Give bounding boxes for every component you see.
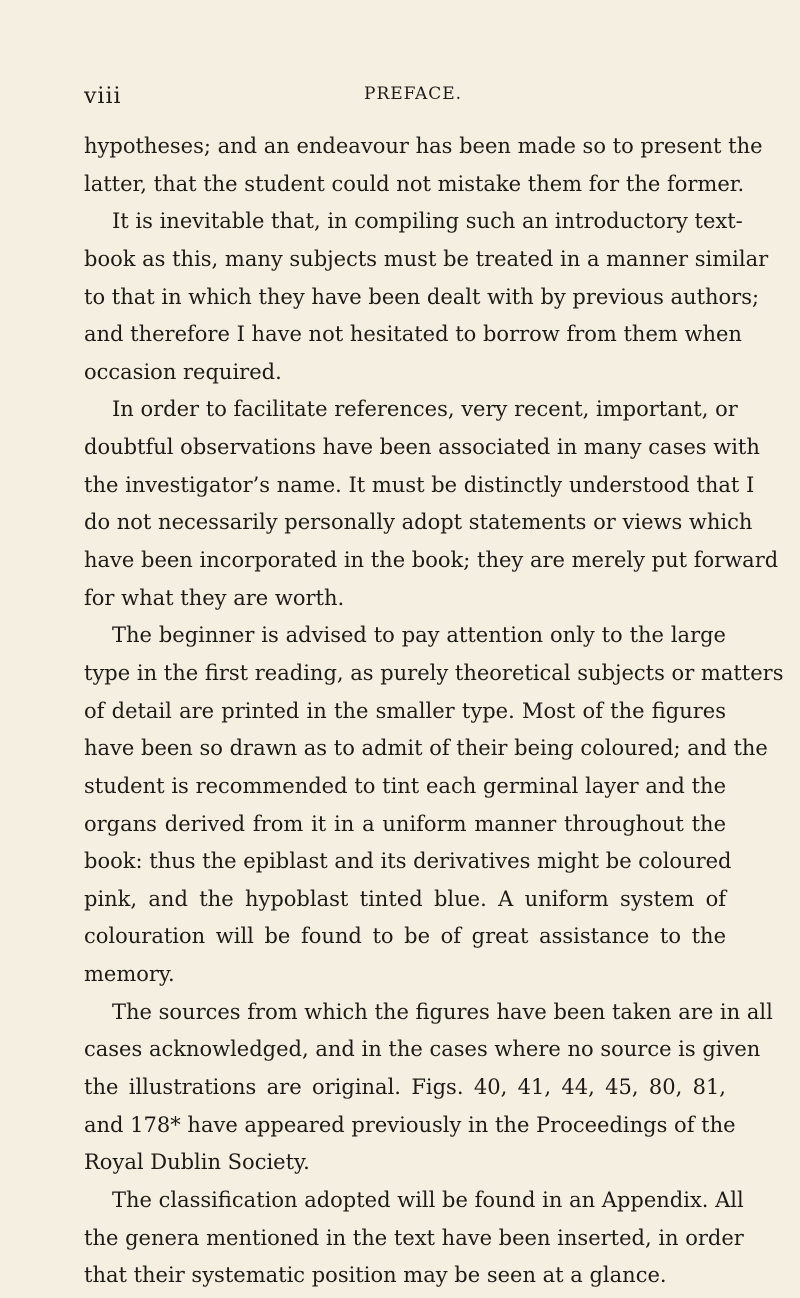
text-line: memory. [84,962,175,987]
text-line: the investigator’s name. It must be distinctly understood that I [84,472,755,497]
text-line: latter, that the student could not mistake them for the former. [84,171,745,196]
text-line: colouration will be found to be of great assistance to the [84,924,726,949]
text-line: occasion required. [84,359,282,384]
text-line: book: thus the epiblast and its derivatives might be coloured [84,849,732,874]
text-line: The beginner is advised to pay attention only to the large [112,623,726,648]
text-line: book as this, many subjects must be treated in a manner similar [84,246,769,271]
text-line: It is inevitable that, in compiling such an introductory text- [112,209,743,234]
text-line: The sources from which the figures have been taken are in all [112,999,773,1024]
text-line: and 178* have appeared previously in the Proceedings of the [84,1112,736,1137]
text-line: the genera mentioned in the text have been inserted, in order [84,1225,744,1250]
text-line: do not necessarily personally adopt statements or views which [84,510,753,535]
text-line: to that in which they have been dealt with by previous authors; [84,284,760,309]
text-line: that their systematic position may be seen at a glance. [84,1263,667,1288]
text-line: doubtful observations have been associated in many cases with [84,435,760,460]
text-line: pink, and the hypoblast tinted blue. A uniform system of [84,886,726,911]
text-line: and therefore I have not hesitated to borrow from them when [84,322,742,347]
text-line: hypotheses; and an endeavour has been made so to present the [84,134,763,158]
text-line: for what they are worth. [84,585,345,610]
text-line: have been incorporated in the book; they are merely put forward [84,548,779,573]
text-line: In order to facilitate references, very recent, important, or [112,397,738,422]
body-text [84,128,784,1295]
text-line: type in the first reading, as purely theoretical subjects or matters [84,660,784,685]
text-line: The classification adopted will be found in an Appendix. All [112,1187,744,1212]
text-line: student is recommended to tint each germinal layer and the [84,773,726,798]
page-header [84,84,726,108]
text-line: of detail are printed in the smaller type. Most of the figures [84,698,726,723]
text-line: have been so drawn as to admit of their being coloured; and the [84,736,768,761]
text-line: cases acknowledged, and in the cases where no source is given [84,1037,761,1062]
running-head: PREFACE. [364,84,463,104]
text-line: organs derived from it in a uniform manner throughout the [84,811,726,836]
text-line: the illustrations are original. Figs. 40, 41, 44, 45, 80, 81, [84,1075,726,1100]
text-line: Royal Dublin Society. [84,1150,310,1175]
page-number: viii [84,84,122,109]
